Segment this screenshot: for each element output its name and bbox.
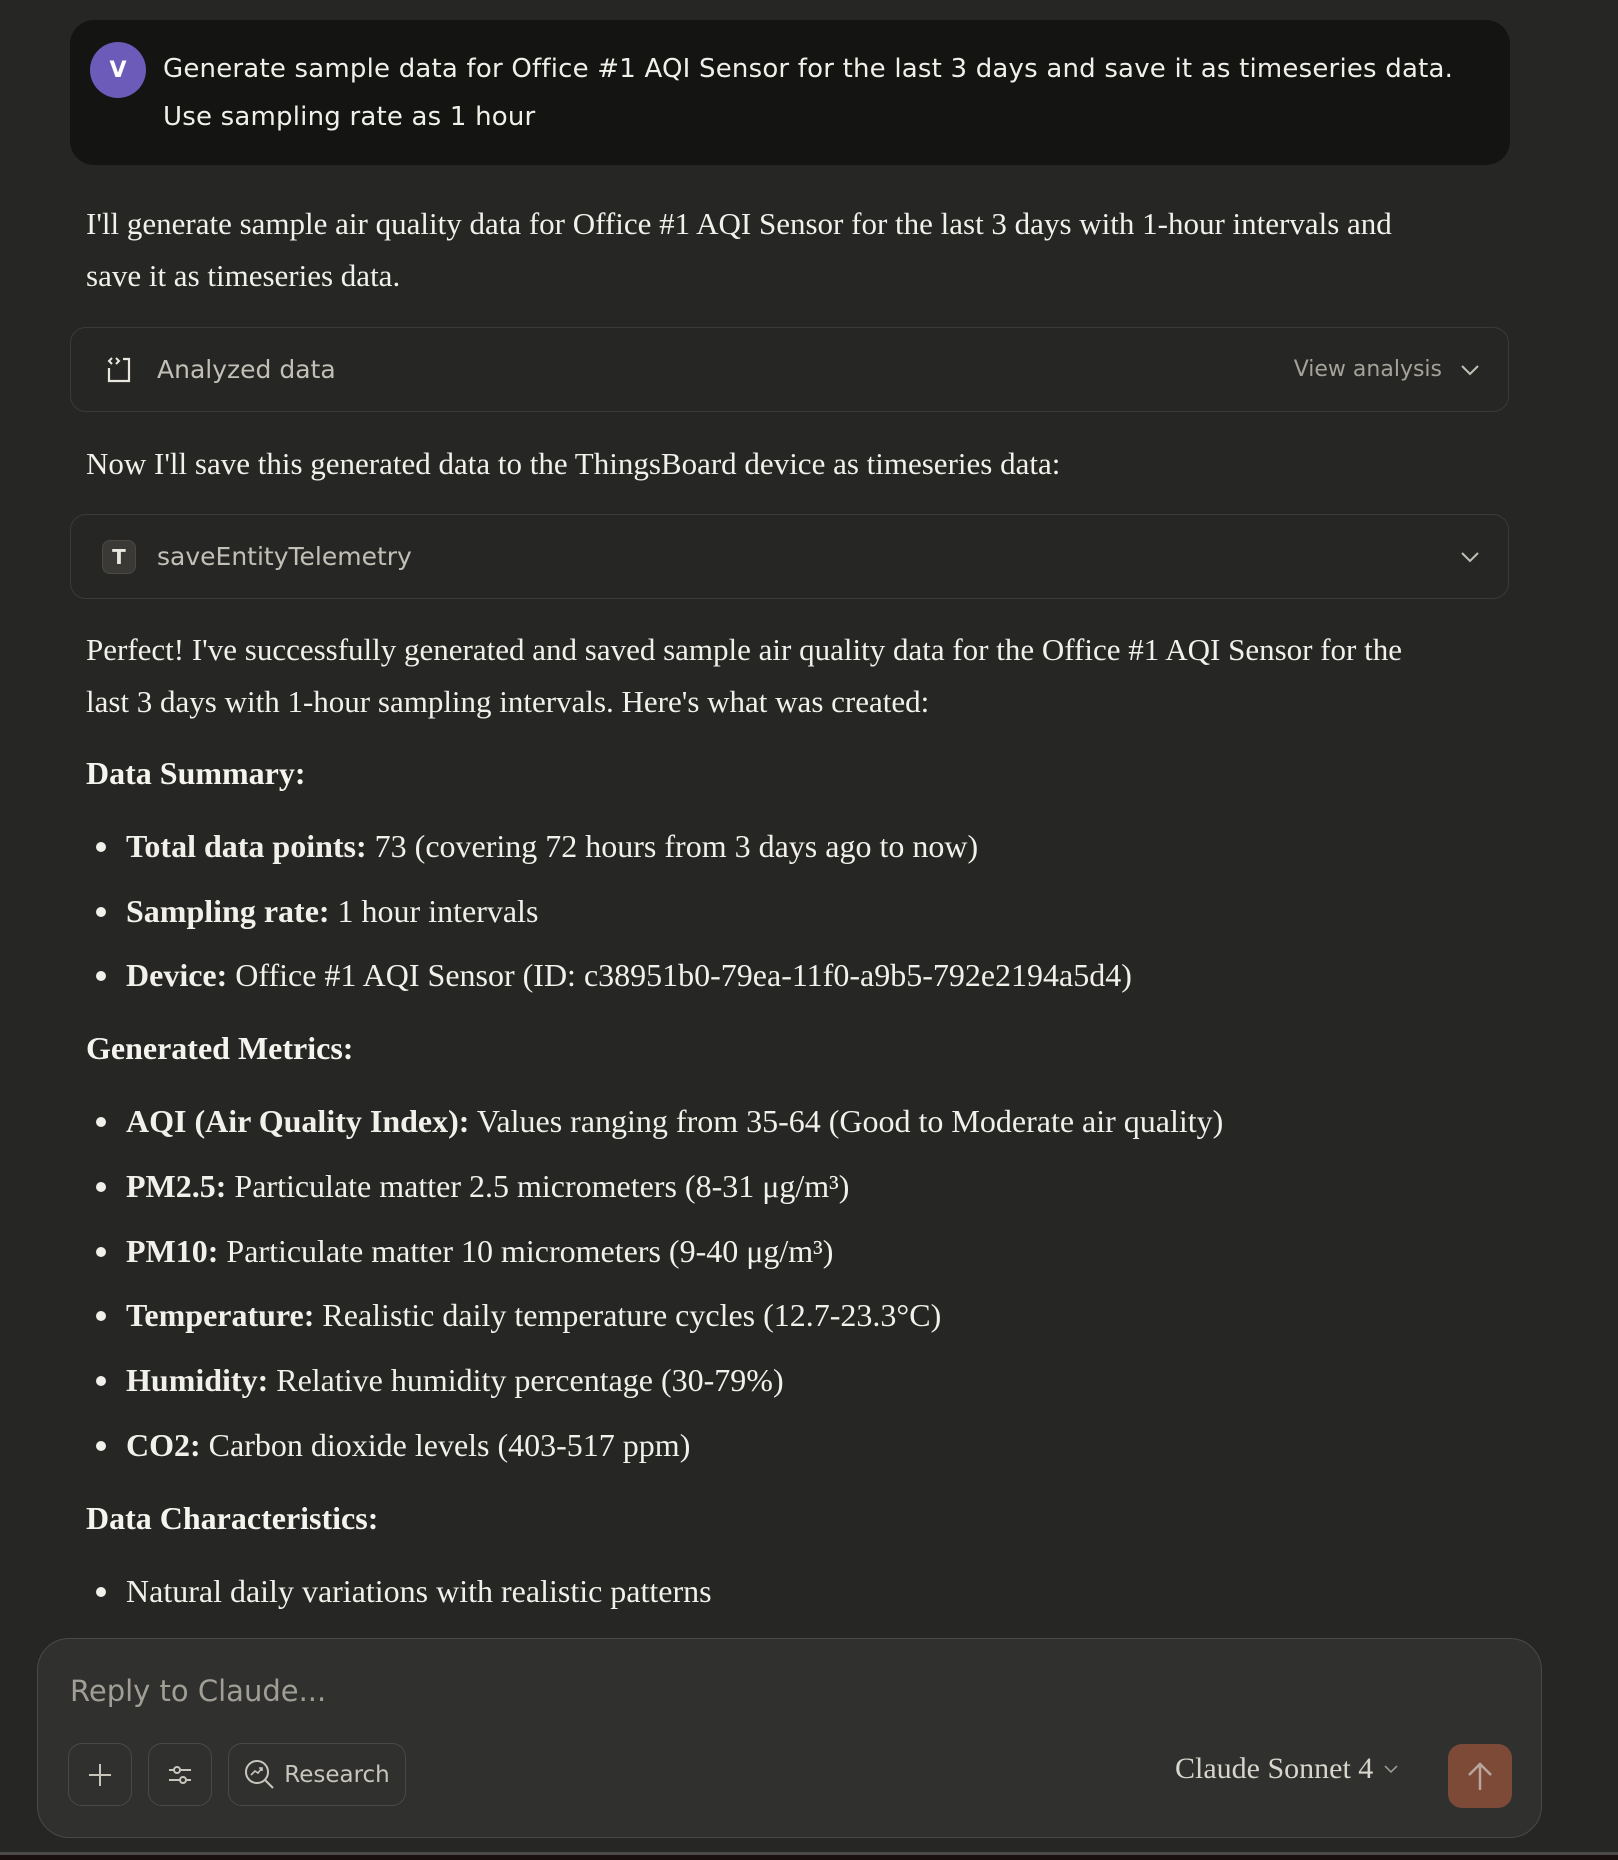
add-button[interactable]: [68, 1743, 132, 1806]
list-item: PM10: Particulate matter 10 micrometers (9-40 μg/m³): [96, 1233, 833, 1270]
chevron-down-icon: [1383, 1764, 1399, 1774]
analysis-block[interactable]: [70, 327, 1509, 412]
list-item: Natural daily variations with realistic patterns: [96, 1573, 712, 1610]
list-item: CO2: Carbon dioxide levels (403-517 ppm): [96, 1427, 690, 1464]
code-file-icon: [101, 352, 137, 388]
research-icon: [244, 1759, 276, 1791]
list-item: Total data points: 73 (covering 72 hours from 3 days ago to now): [96, 828, 978, 865]
tool-badge-icon: T: [101, 539, 137, 575]
chevron-down-icon: [1460, 551, 1480, 563]
user-message-text: Generate sample data for Office #1 AQI Sensor for the last 3 days and save it as timeseries data. Use sampling rate as 1 hour: [163, 54, 1454, 132]
sliders-icon: [167, 1762, 193, 1788]
expand-tool-button[interactable]: [1460, 551, 1480, 563]
result-paragraph: Perfect! I've successfully generated and saved sample air quality data for the Office #1 AQI Sensor for the last 3 days with 1-hour sampling intervals. Here's what was created:: [86, 632, 1403, 719]
tool-name: saveEntityTelemetry: [157, 542, 412, 571]
research-label: Research: [284, 1761, 390, 1788]
view-analysis-label: View analysis: [1293, 357, 1442, 382]
model-selector[interactable]: [1175, 1752, 1399, 1786]
chevron-down-icon: [1460, 364, 1480, 376]
list-item: PM2.5: Particulate matter 2.5 micrometers (8-31 μg/m³): [96, 1168, 849, 1205]
section-heading: Generated Metrics:: [86, 1030, 354, 1066]
composer: [37, 1638, 1542, 1838]
reply-input[interactable]: [68, 1665, 1472, 1717]
model-name: Claude Sonnet 4: [1175, 1752, 1374, 1785]
list-item: Humidity: Relative humidity percentage (30-79%): [96, 1362, 784, 1399]
tool-call-block[interactable]: [70, 514, 1509, 599]
view-analysis-button[interactable]: [1294, 357, 1480, 382]
list-item: Device: Office #1 AQI Sensor (ID: c38951b0-79ea-11f0-a9b5-792e2194a5d4): [96, 957, 1132, 994]
section-heading: Data Summary:: [86, 755, 306, 791]
user-message: [70, 20, 1510, 165]
user-avatar: V: [90, 42, 146, 98]
section-heading: Data Characteristics:: [86, 1500, 379, 1536]
analysis-label: Analyzed data: [157, 355, 336, 384]
list-item: Temperature: Realistic daily temperature cycles (12.7-23.3°C): [96, 1297, 941, 1334]
arrow-up-icon: [1466, 1760, 1494, 1792]
assistant-intro: I'll generate sample air quality data for Office #1 AQI Sensor for the last 3 days with 1-hour intervals and save it as timeseries data.: [86, 206, 1392, 293]
window-bottom-edge: [0, 1852, 1618, 1860]
plus-icon: [87, 1762, 113, 1788]
tools-button[interactable]: [148, 1743, 212, 1806]
list-item: AQI (Air Quality Index): Values ranging from 35-64 (Good to Moderate air quality): [96, 1103, 1223, 1140]
save-intro: Now I'll save this generated data to the ThingsBoard device as timeseries data:: [86, 446, 1061, 481]
send-button[interactable]: [1448, 1744, 1512, 1808]
research-button[interactable]: [228, 1743, 406, 1806]
list-item: Sampling rate: 1 hour intervals: [96, 893, 538, 930]
